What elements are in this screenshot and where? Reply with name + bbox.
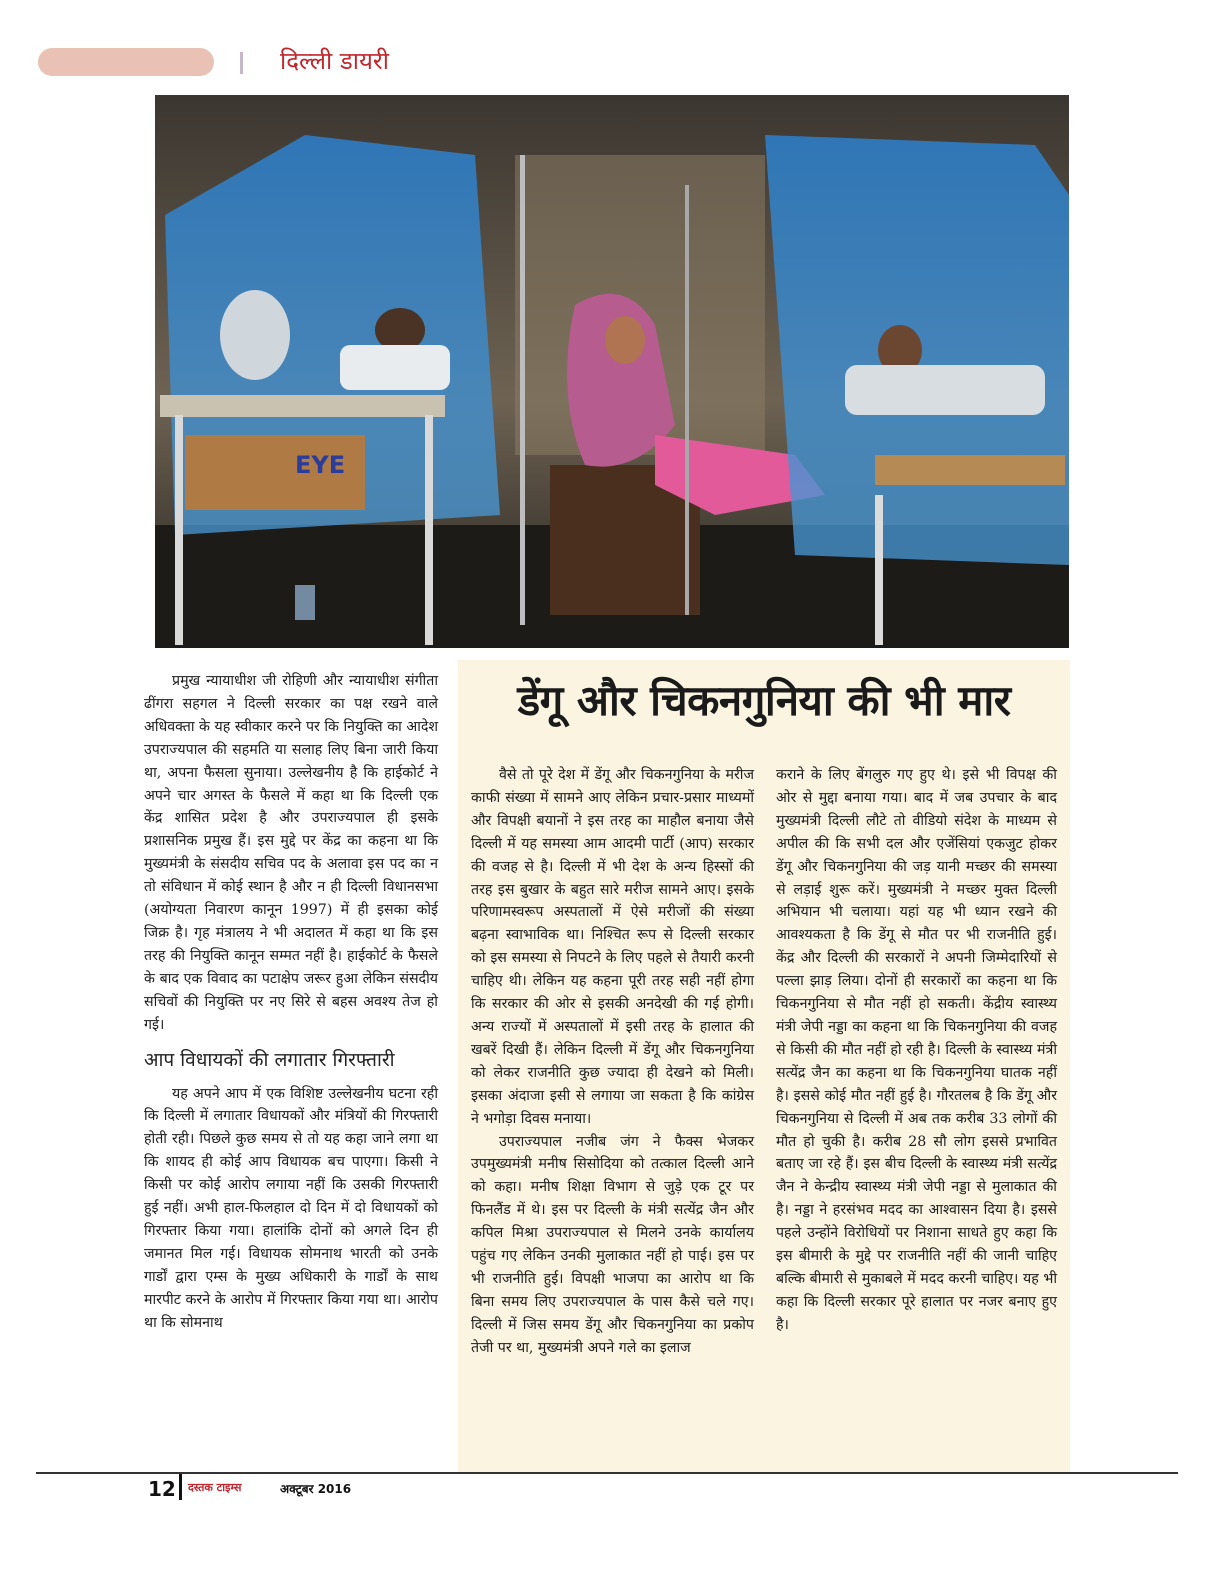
box-column-2 [776, 764, 1057, 1337]
left-paragraph-1: प्रमुख न्यायाधीश जी रोहिणी और न्यायाधीश संगीता ढींगरा सहगल ने दिल्ली सरकार का पक्ष रखने वाले अधिवक्ता के यह स्वीकार करने पर कि नियुक्ति का आदेश उपराज्यपाल की सहमति या सलाह लिए बिना जारी किया था, अपना फैसला सुनाया। उल्लेखनीय है कि हाईकोर्ट ने अपने चार अगस्त के फैसले में कहा था कि दिल्ली एक केंद्र शासित प्रदेश है और उपराज्यपाल ही इसके प्रशासनिक प्रमुख हैं। इस मुद्दे पर केंद्र का कहना था कि मुख्यमंत्री के संसदीय सचिव पद के अलावा इस पद का न तो संविधान में कोई स्थान है और न ही दिल्ली विधानसभा (अयोग्यता निवारण कानून 1997) में ही इसका कोई जिक्र है। गृह मंत्रालय ने भी अदालत में कहा था कि इस तरह की नियुक्ति कानून सम्मत नहीं है। हाईकोर्ट के फैसले के बाद एक विवाद का पटाक्षेप जरूर हुआ लेकिन संसदीय सचिवों की नियुक्ति पर नए सिरे से बहस अवश्य तेज हो गई। [144, 673, 438, 1033]
left-subheading: आप विधायकों की लगातार गिरफ्तारी [144, 1048, 395, 1071]
box-column-1 [471, 764, 754, 1360]
box-col1-paragraph-2: उपराज्यपाल नजीब जंग ने फैक्स भेजकर उपमुख्यमंत्री मनीष सिसोदिया को तत्काल दिल्ली आने को कहा। मनीष शिक्षा विभाग से जुड़े एक टूर पर फिनलैंड में थे। इस पर दिल्ली के मंत्री सत्येंद्र जैन और कपिल मिश्रा उपराज्यपाल से मिलने उनके कार्यालय पहुंच गए लेकिन उनकी मुलाकात नहीं हो पाई। इस पर भी राजनीति हुई। विपक्षी भाजपा का आरोप था कि बिना समय लिए उपराज्यपाल के पास कैसे चले गए। दिल्ली में जिस समय डेंगू और चिकनगुनिया का प्रकोप तेजी पर था, मुख्यमंत्री अपने गले का इलाज [471, 1133, 754, 1356]
footer-rule [36, 1472, 1178, 1474]
header-decoration-pill [38, 48, 214, 76]
board-text: EYE [295, 451, 346, 479]
header-separator [240, 52, 243, 74]
hospital-ward-photo [155, 95, 1069, 648]
box-col1-paragraph-1: वैसे तो पूरे देश में डेंगू और चिकनगुनिया के मरीज काफी संख्या में सामने आए लेकिन प्रचार-प्रसार माध्यमों और विपक्षी बयानों ने इस तरह का माहौल बनाया जैसे दिल्ली में यह समस्या आम आदमी पार्टी (आप) सरकार की वजह से है। दिल्ली में भी देश के अन्य हिस्सों की तरह इस बुखार के बहुत सारे मरीज सामने आए। इसके परिणामस्वरूप अस्पतालों में ऐसे मरीजों की संख्या बढ़ना स्वाभाविक था। निश्चित रूप से दिल्ली सरकार को इस समस्या से निपटने के लिए पहले से तैयारी करनी चाहिए थी। लेकिन यह कहना पूरी तरह सही नहीं होगा कि सरकार की ओर से इसकी अनदेखी की गई होगी। अन्य राज्यों में अस्पतालों में इसी तरह के हालात की खबरें दिखी हैं। लेकिन दिल्ली में डेंगू और चिकनगुनिया को लेकर राजनीति कुछ ज्यादा ही देखने को मिली। इसका अंदाजा इसी से लगाया जा सकता है कि कांग्रेस ने भगोड़ा दिवस मनाया। [471, 767, 754, 1127]
box-col2-paragraph-1: कराने के लिए बेंगलुरु गए हुए थे। इसे भी विपक्ष की ओर से मुद्दा बनाया गया। बाद में जब उपचार के बाद मुख्यमंत्री दिल्ली लौटे तो वीडियो संदेश के माध्यम से अपील की कि सभी दल और एजेंसियां एकजुट होकर डेंगू और चिकनगुनिया की जड़ यानी मच्छर की समस्या से लड़ाई शुरू करें। मुख्यमंत्री ने मच्छर मुक्त दिल्ली अभियान भी चलाया। यहां यह भी ध्यान रखने की आवश्यकता है कि डेंगू से मौत पर भी राजनीति हुई। केंद्र और दिल्ली की सरकारों ने अपनी जिम्मेदारियों से पल्ला झाड़ लिया। दोनों ही सरकारों का कहना था कि चिकनगुनिया से मौत नहीं हो सकती। केंद्रीय स्वास्थ्य मंत्री जेपी नड्डा का कहना था कि चिकनगुनिया की वजह से किसी की मौत नहीं हो रही है। दिल्ली के स्वास्थ्य मंत्री सत्येंद्र जैन का कहना था कि चिकनगुनिया घातक नहीं है। इससे कोई मौत नहीं हुई है। गौरतलब है कि डेंगू और चिकनगुनिया से दिल्ली में अब तक करीब 33 लोगों की मौत हो चुकी है। करीब 28 सौ लोग इससे प्रभावित बताए जा रहे हैं। इस बीच दिल्ली के स्वास्थ्य मंत्री सत्येंद्र जैन ने केन्द्रीय स्वास्थ्य मंत्री जेपी नड्डा से मुलाकात की है। नड्डा ने हरसंभव मदद का आश्वासन दिया है। इससे पहले उन्होंने विरोधियों पर निशाना साधते हुए कहा कि इस बीमारी के मुद्दे पर राजनीति नहीं की जानी चाहिए बल्कि बीमारी से मुकाबले में मदद करनी चाहिए। यह भी कहा कि दिल्ली सरकार पूरे हालात पर नजर बनाए हुए है। [776, 767, 1057, 1333]
page-number: 12 [148, 1477, 176, 1501]
patient-left [220, 290, 290, 380]
footer-separator [179, 1474, 182, 1500]
left-column [144, 670, 438, 1334]
section-title: दिल्ली डायरी [280, 47, 389, 75]
issue-date: अक्टूबर 2016 [280, 1482, 352, 1496]
magazine-brand: दस्तक टाइम्स [188, 1481, 242, 1494]
left-paragraph-2: यह अपने आप में एक विशिष्ट उल्लेखनीय घटना रही कि दिल्ली में लगातार विधायकों और मंत्रियों की गिरफ्तारी होती रही। पिछले कुछ समय से तो यह कहा जाने लगा था कि शायद ही कोई आप विधायक बच पाएगा। किसी ने किसी पर कोई आरोप लगाया नहीं कि उसकी गिरफ्तारी हुई नहीं। अभी हाल-फिलहाल दो दिन में दो विधायकों को गिरफ्तार किया गया। हालांकि दोनों को अगले दिन ही जमानत मिल गई। विधायक सोमनाथ भारती को उनके गार्डों द्वारा एम्स के मुख्य अधिकारी के गार्डों के साथ मारपीट करने के आरोप में गिरफ्तार किया गया था। आरोप था कि सोमनाथ [144, 1085, 438, 1331]
box-headline: डेंगू और चिकनगुनिया की भी मार [517, 676, 1011, 725]
